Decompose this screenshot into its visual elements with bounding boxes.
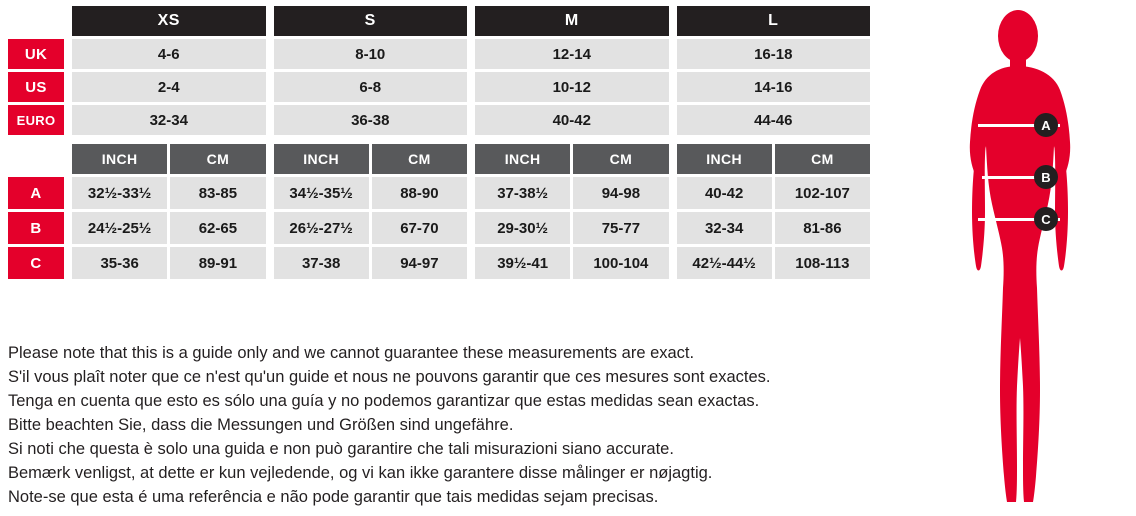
cell-uk-l: 16-18	[677, 39, 871, 69]
cell-a-xs-inch: 32½-33½	[72, 177, 167, 209]
note-de: Bitte beachten Sie, dass die Messungen und Größen sind ungefähre.	[8, 416, 514, 434]
cell-us-m: 10-12	[475, 72, 669, 102]
cell-c-s-cm: 94-97	[372, 247, 467, 279]
size-col-l	[677, 6, 871, 36]
cell-euro-xs: 32-34	[72, 105, 266, 135]
unit-corner-blank	[8, 144, 64, 174]
unit-header-l-cm: CM	[775, 144, 870, 174]
row-label-a: A	[8, 177, 64, 209]
unit-header-s-cm: CM	[372, 144, 467, 174]
cell-a-s-inch: 34½-35½	[274, 177, 369, 209]
row-label-b: B	[8, 212, 64, 244]
table-row-c	[8, 247, 870, 279]
corner-blank	[8, 6, 64, 36]
row-label-c: C	[8, 247, 64, 279]
note-fr: S'il vous plaît noter que ce n'est qu'un guide et nous ne pouvons garantir que ces mesures sont exactes.	[8, 368, 771, 386]
cell-c-m-cm: 100-104	[573, 247, 668, 279]
unit-header-xs-inch: INCH	[72, 144, 167, 174]
table-row-us	[8, 72, 870, 102]
cell-b-xs-cm: 62-65	[170, 212, 265, 244]
cell-euro-m: 40-42	[475, 105, 669, 135]
body-figure	[900, 0, 1136, 516]
cell-b-s-inch: 26½-27½	[274, 212, 369, 244]
size-header-l: L	[677, 6, 871, 36]
cell-b-m-inch: 29-30½	[475, 212, 570, 244]
unit-col-m	[475, 144, 669, 174]
unit-header-m-inch: INCH	[475, 144, 570, 174]
table-row-uk	[8, 39, 870, 69]
unit-header-s-inch: INCH	[274, 144, 369, 174]
cell-us-xs: 2-4	[72, 72, 266, 102]
cell-c-xs-inch: 35-36	[72, 247, 167, 279]
unit-header-row	[8, 144, 870, 174]
marker-c: C	[1034, 207, 1058, 231]
cell-b-m-cm: 75-77	[573, 212, 668, 244]
note-it: Si noti che questa è solo una guida e non può garantire che tali misurazioni siano accurate.	[8, 440, 674, 458]
size-header-m: M	[475, 6, 669, 36]
unit-header-l-inch: INCH	[677, 144, 772, 174]
unit-header-m-cm: CM	[573, 144, 668, 174]
note-pt: Note-se que esta é uma referência e não pode garantir que tais medidas sejam precisas.	[8, 488, 659, 506]
row-label-uk: UK	[8, 39, 64, 69]
cell-c-xs-cm: 89-91	[170, 247, 265, 279]
cell-b-l-cm: 81-86	[775, 212, 870, 244]
unit-col-l	[677, 144, 871, 174]
cell-b-xs-inch: 24½-25½	[72, 212, 167, 244]
cell-b-s-cm: 67-70	[372, 212, 467, 244]
cell-uk-xs: 4-6	[72, 39, 266, 69]
disclaimer-notes	[8, 342, 888, 510]
cell-a-l-cm: 102-107	[775, 177, 870, 209]
row-label-euro: EURO	[8, 105, 64, 135]
unit-col-s	[274, 144, 468, 174]
table-row-a	[8, 177, 870, 209]
cell-a-s-cm: 88-90	[372, 177, 467, 209]
table-row-b	[8, 212, 870, 244]
female-silhouette-icon	[900, 0, 1136, 516]
cell-a-xs-cm: 83-85	[170, 177, 265, 209]
size-col-xs	[72, 6, 266, 36]
cell-c-s-inch: 37-38	[274, 247, 369, 279]
cell-a-m-cm: 94-98	[573, 177, 668, 209]
row-label-us: US	[8, 72, 64, 102]
size-header-xs: XS	[72, 6, 266, 36]
cell-c-l-cm: 108-113	[775, 247, 870, 279]
unit-header-xs-cm: CM	[170, 144, 265, 174]
table-row-euro	[8, 105, 870, 135]
size-col-m	[475, 6, 669, 36]
cell-a-m-inch: 37-38½	[475, 177, 570, 209]
unit-col-xs	[72, 144, 266, 174]
marker-a: A	[1034, 113, 1058, 137]
cell-euro-l: 44-46	[677, 105, 871, 135]
cell-c-l-inch: 42½-44½	[677, 247, 772, 279]
cell-a-l-inch: 40-42	[677, 177, 772, 209]
note-en: Please note that this is a guide only and we cannot guarantee these measurements are exact.	[8, 344, 695, 362]
size-header-s: S	[274, 6, 468, 36]
size-header-row	[8, 6, 870, 36]
cell-us-l: 14-16	[677, 72, 871, 102]
note-da: Bemærk venligst, at dette er kun vejledende, og vi kan ikke garantere disse målinger er nøjagtig.	[8, 464, 713, 482]
cell-c-m-inch: 39½-41	[475, 247, 570, 279]
cell-euro-s: 36-38	[274, 105, 468, 135]
size-table	[8, 6, 870, 318]
size-col-s	[274, 6, 468, 36]
cell-uk-m: 12-14	[475, 39, 669, 69]
cell-b-l-inch: 32-34	[677, 212, 772, 244]
cell-us-s: 6-8	[274, 72, 468, 102]
note-es: Tenga en cuenta que esto es sólo una guía y no podemos garantizar que estas medidas sean exactas.	[8, 392, 760, 410]
marker-b: B	[1034, 165, 1058, 189]
cell-uk-s: 8-10	[274, 39, 468, 69]
